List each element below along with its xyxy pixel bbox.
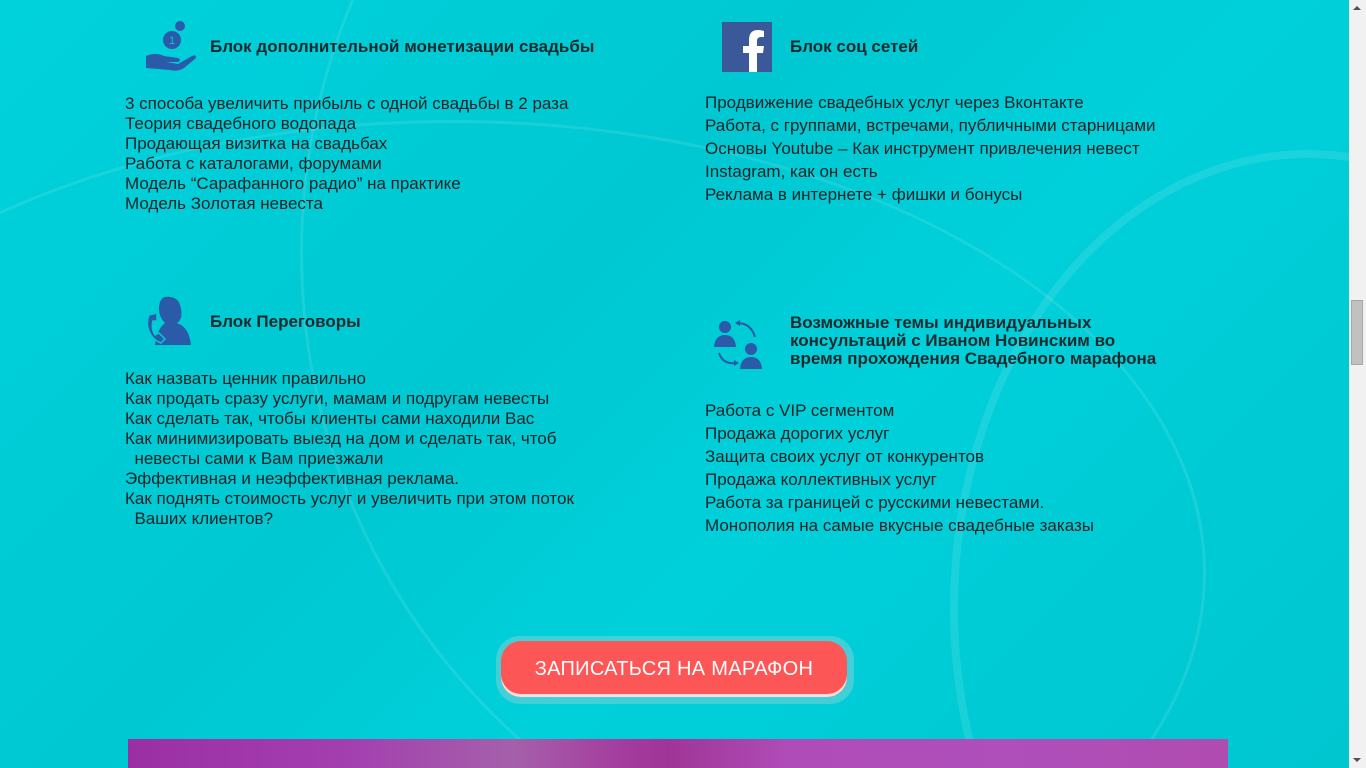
woman-phone-icon — [145, 295, 195, 347]
topic-list — [705, 91, 1156, 206]
block-negotiations — [125, 293, 645, 528]
block-title-line: консультаций с Иваном Новинским во — [790, 331, 1116, 350]
list-item: Теория свадебного водопада — [125, 114, 357, 133]
list-item: Instagram, как он есть — [705, 162, 878, 181]
topic-list — [705, 399, 1094, 537]
signup-marathon-button[interactable]: ЗАПИСАТЬСЯ НА МАРАФОН — [501, 641, 847, 697]
block-social — [705, 18, 1225, 204]
scrollbar-thumb[interactable] — [1351, 300, 1363, 365]
list-item: Работа с каталогами, форумами — [125, 154, 382, 173]
list-item: Как сделать так, чтобы клиенты сами находили Вас — [125, 409, 535, 428]
block-title: Блок соц сетей — [790, 37, 919, 56]
block-title-line: время прохождения Свадебного марафона — [790, 349, 1157, 368]
topic-list — [125, 369, 574, 529]
list-item: Продажа коллективных услуг — [705, 470, 937, 489]
scroll-up-arrow-icon[interactable] — [1349, 0, 1366, 17]
people-exchange-icon — [711, 315, 767, 371]
block-title: Блок Переговоры — [210, 312, 361, 331]
list-item: Продающая визитка на свадьбах — [125, 134, 388, 153]
video-preview[interactable] — [128, 739, 1228, 768]
list-item: Как поднять стоимость услуг и увеличить при этом поток — [125, 489, 574, 508]
scrollbar[interactable] — [1349, 0, 1366, 768]
block-monetization — [125, 18, 645, 213]
list-item: Работа с VIP сегментом — [705, 401, 895, 420]
topic-list — [125, 94, 568, 214]
list-item: Эффективная и неэффективная реклама. — [125, 469, 460, 488]
block-title-line: Возможные темы индивидуальных — [790, 313, 1092, 332]
list-item: Как продать сразу услуги, мамам и подругам невесты — [125, 389, 550, 408]
list-item: Ваших клиентов? — [125, 509, 274, 528]
list-item: Модель “Сарафанного радио” на практике — [125, 174, 461, 193]
list-item: невесты сами к Вам приезжали — [125, 449, 384, 468]
hand-coins-icon — [142, 18, 202, 78]
list-item: Как минимизировать выезд на дом и сделать так, чтоб — [125, 429, 557, 448]
svg-text:1: 1 — [168, 35, 176, 47]
block-consultations — [705, 313, 1225, 535]
list-item: Как назвать ценник правильно — [125, 369, 366, 388]
list-item: Работа за границей с русскими невестами. — [705, 493, 1045, 512]
list-item: Продвижение свадебных услуг через Вконтакте — [705, 93, 1084, 112]
block-title — [790, 314, 1156, 368]
list-item: 3 способа увеличить прибыль с одной свадьбы в 2 раза — [125, 94, 569, 113]
list-item: Монополия на самые вкусные свадебные заказы — [705, 516, 1094, 535]
list-item: Реклама в интернете + фишки и бонусы — [705, 185, 1023, 204]
scroll-down-arrow-icon[interactable] — [1349, 751, 1366, 768]
list-item: Защита своих услуг от конкурентов — [705, 447, 985, 466]
list-item: Модель Золотая невеста — [125, 194, 323, 213]
cta-glow — [496, 636, 854, 704]
block-title: Блок дополнительной монетизации свадьбы — [210, 37, 595, 56]
facebook-icon — [722, 22, 772, 72]
list-item: Работа, с группами, встречами, публичными старницами — [705, 116, 1156, 135]
list-item: Продажа дорогих услуг — [705, 424, 890, 443]
list-item: Основы Youtube – Как инструмент привлечения невест — [705, 139, 1140, 158]
